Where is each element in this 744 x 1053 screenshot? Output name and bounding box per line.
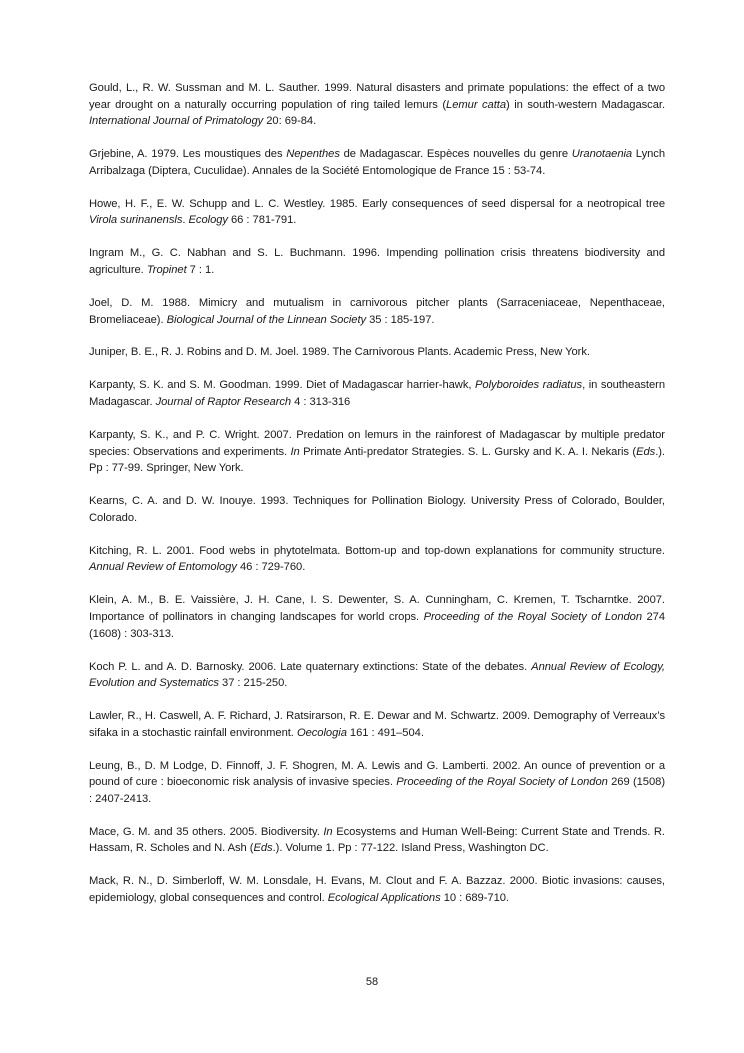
reference-list [89, 80, 665, 923]
reference-italic-text: Lemur catta [446, 98, 507, 111]
reference-entry [89, 824, 665, 857]
reference-text: Kitching, R. L. 2001. Food webs in phytotelmata. Bottom-up and top-down explanations for community structure. [89, 544, 665, 557]
reference-text: Mack, R. N., D. Simberloff, W. M. Lonsdale, H. Evans, M. Clout and F. A. Bazzaz. 2000. Biotic invasions: causes, epidemiology, global consequences and control. [89, 875, 665, 905]
reference-italic-text: Biological Journal of the Linnean Society [166, 313, 367, 326]
reference-italic-text: Uranotaenia [571, 148, 633, 161]
page-number: 58 [365, 976, 379, 988]
reference-italic-text: Virola surinanensls [89, 214, 183, 227]
reference-italic-text: Annual Review of Entomology [89, 561, 237, 574]
reference-text: 7 : 1. [186, 263, 215, 276]
reference-text: Juniper, B. E., R. J. Robins and D. M. Joel. 1989. The Carnivorous Plants. Academic Press, New York. [89, 346, 590, 359]
reference-text: 274 (1608) : 303-313. [89, 610, 665, 640]
reference-text: Primate Anti-predator Strategies. S. L. Gursky and K. A. I. Nekaris ( [299, 445, 637, 458]
reference-italic-text: Tropinet [146, 263, 187, 276]
reference-entry [89, 592, 665, 642]
reference-text: Lynch Arribalzaga (Diptera, Cuculidae). Annales de la Société Entomologique de France 15 : 53-74. [89, 148, 665, 177]
reference-text: .). Volume 1. Pp : 77-122. Island Press, Washington DC. [272, 842, 549, 855]
reference-entry [89, 493, 665, 526]
reference-italic-text: Polyboroides radiatus [475, 379, 583, 392]
reference-text: 66 : 781-791. [227, 214, 297, 227]
reference-italic-text: Journal of Raptor Research [155, 396, 292, 409]
reference-italic-text: In [323, 825, 333, 838]
reference-entry [89, 543, 665, 576]
reference-entry [89, 873, 665, 906]
reference-text: ) in south-western Madagascar. [506, 98, 666, 111]
reference-entry [89, 659, 665, 692]
reference-text: 37 : 215-250. [218, 677, 288, 690]
reference-text: Joel, D. M. 1988. Mimicry and mutualism in carnivorous pitcher plants (Sarraceniaceae, Nepenthaceae, Bromeliaceae). [89, 296, 665, 326]
reference-italic-text: In [290, 445, 300, 458]
reference-text: Howe, H. F., E. W. Schupp and L. C. Westley. 1985. Early consequences of seed dispersal for a neotropical tree [89, 197, 665, 210]
reference-text: 269 (1508) : 2407-2413. [89, 776, 665, 805]
reference-entry [89, 80, 665, 130]
reference-text: 10 : 689-710. [440, 892, 509, 905]
reference-text: 20: 69-84. [263, 115, 317, 128]
reference-entry [89, 427, 665, 477]
reference-text: de Madagascar. Espèces nouvelles du genre [339, 148, 572, 161]
reference-text: Grjebine, A. 1979. Les moustiques des [89, 148, 287, 161]
reference-italic-text: Ecology [188, 214, 228, 227]
reference-text: 46 : 729-760. [236, 561, 306, 574]
reference-text: Leung, B., D. M Lodge, D. Finnoff, J. F. Shogren, M. A. Lewis and G. Lamberti. 2002. An ounce of prevention or a pound of cure : bioeconomic risk analysis of invasive species. [89, 759, 665, 789]
reference-entry [89, 377, 665, 410]
reference-entry [89, 708, 665, 741]
reference-entry [89, 295, 665, 328]
reference-italic-text: Eds [636, 445, 656, 458]
reference-entry [89, 758, 665, 808]
reference-entry [89, 196, 665, 229]
reference-entry [89, 344, 665, 361]
reference-text: Ecosystems and Human Well-Being: Current State and Trends. R. Hassam, R. Scholes and N. Ash ( [89, 825, 665, 855]
reference-italic-text: International Journal of Primatology [89, 115, 264, 128]
reference-text: Ingram M., G. C. Nabhan and S. L. Buchmann. 1996. Impending pollination crisis threatens biodiversity and agriculture. [89, 247, 665, 276]
reference-italic-text: Proceeding of the Royal Society of London [423, 610, 643, 623]
reference-italic-text: Ecological Applications [327, 892, 441, 905]
reference-text: Karpanty, S. K., and P. C. Wright. 2007. Predation on lemurs in the rainforest of Madagascar by multiple predator species: Observations and experiments. [89, 429, 665, 458]
reference-text: Gould, L., R. W. Sussman and M. L. Sauther. 1999. Natural disasters and primate populations: the effect of a two year drought on a naturally occurring population of ring tailed lemurs ( [89, 82, 665, 111]
reference-text: Mace, G. M. and 35 others. 2005. Biodiversity. [89, 825, 324, 838]
reference-text: 4 : 313-316 [291, 396, 351, 409]
reference-text: Klein, A. M., B. E. Vaissière, J. H. Cane, I. S. Dewenter, S. A. Cunningham, C. Kremen, T. Tscharntke. 2007. Importance of pollinators in changing landscapes for world crops. [89, 594, 665, 623]
reference-text: .). Pp : 77-99. Springer, New York. [89, 445, 665, 475]
reference-text: . [182, 214, 189, 227]
reference-italic-text: Eds [253, 842, 273, 855]
reference-text: 161 : 491–504. [346, 726, 424, 739]
reference-text: Lawler, R., H. Caswell, A. F. Richard, J. Ratsirarson, R. E. Dewar and M. Schwartz. 2009. Demography of Verreaux’s sifaka in a stochastic rainfall environment. [89, 710, 665, 739]
reference-italic-text: Oecologia [296, 726, 347, 739]
reference-italic-text: Annual Review of Ecology, Evolution and Systematics [89, 660, 665, 690]
reference-text: Karpanty, S. K. and S. M. Goodman. 1999. Diet of Madagascar harrier-hawk, [89, 379, 476, 392]
reference-text: , in southeastern Madagascar. [89, 379, 665, 409]
reference-italic-text: Proceeding of the Royal Society of London [396, 776, 608, 789]
reference-text: 35 : 185-197. [366, 313, 435, 326]
reference-italic-text: Nepenthes [286, 148, 340, 161]
reference-text: Koch P. L. and A. D. Barnosky. 2006. Late quaternary extinctions: State of the debates. [89, 660, 532, 673]
reference-entry [89, 245, 665, 278]
reference-entry [89, 146, 665, 179]
reference-text: Kearns, C. A. and D. W. Inouye. 1993. Techniques for Pollination Biology. University Press of Colorado, Boulder, Colorado. [89, 495, 665, 524]
